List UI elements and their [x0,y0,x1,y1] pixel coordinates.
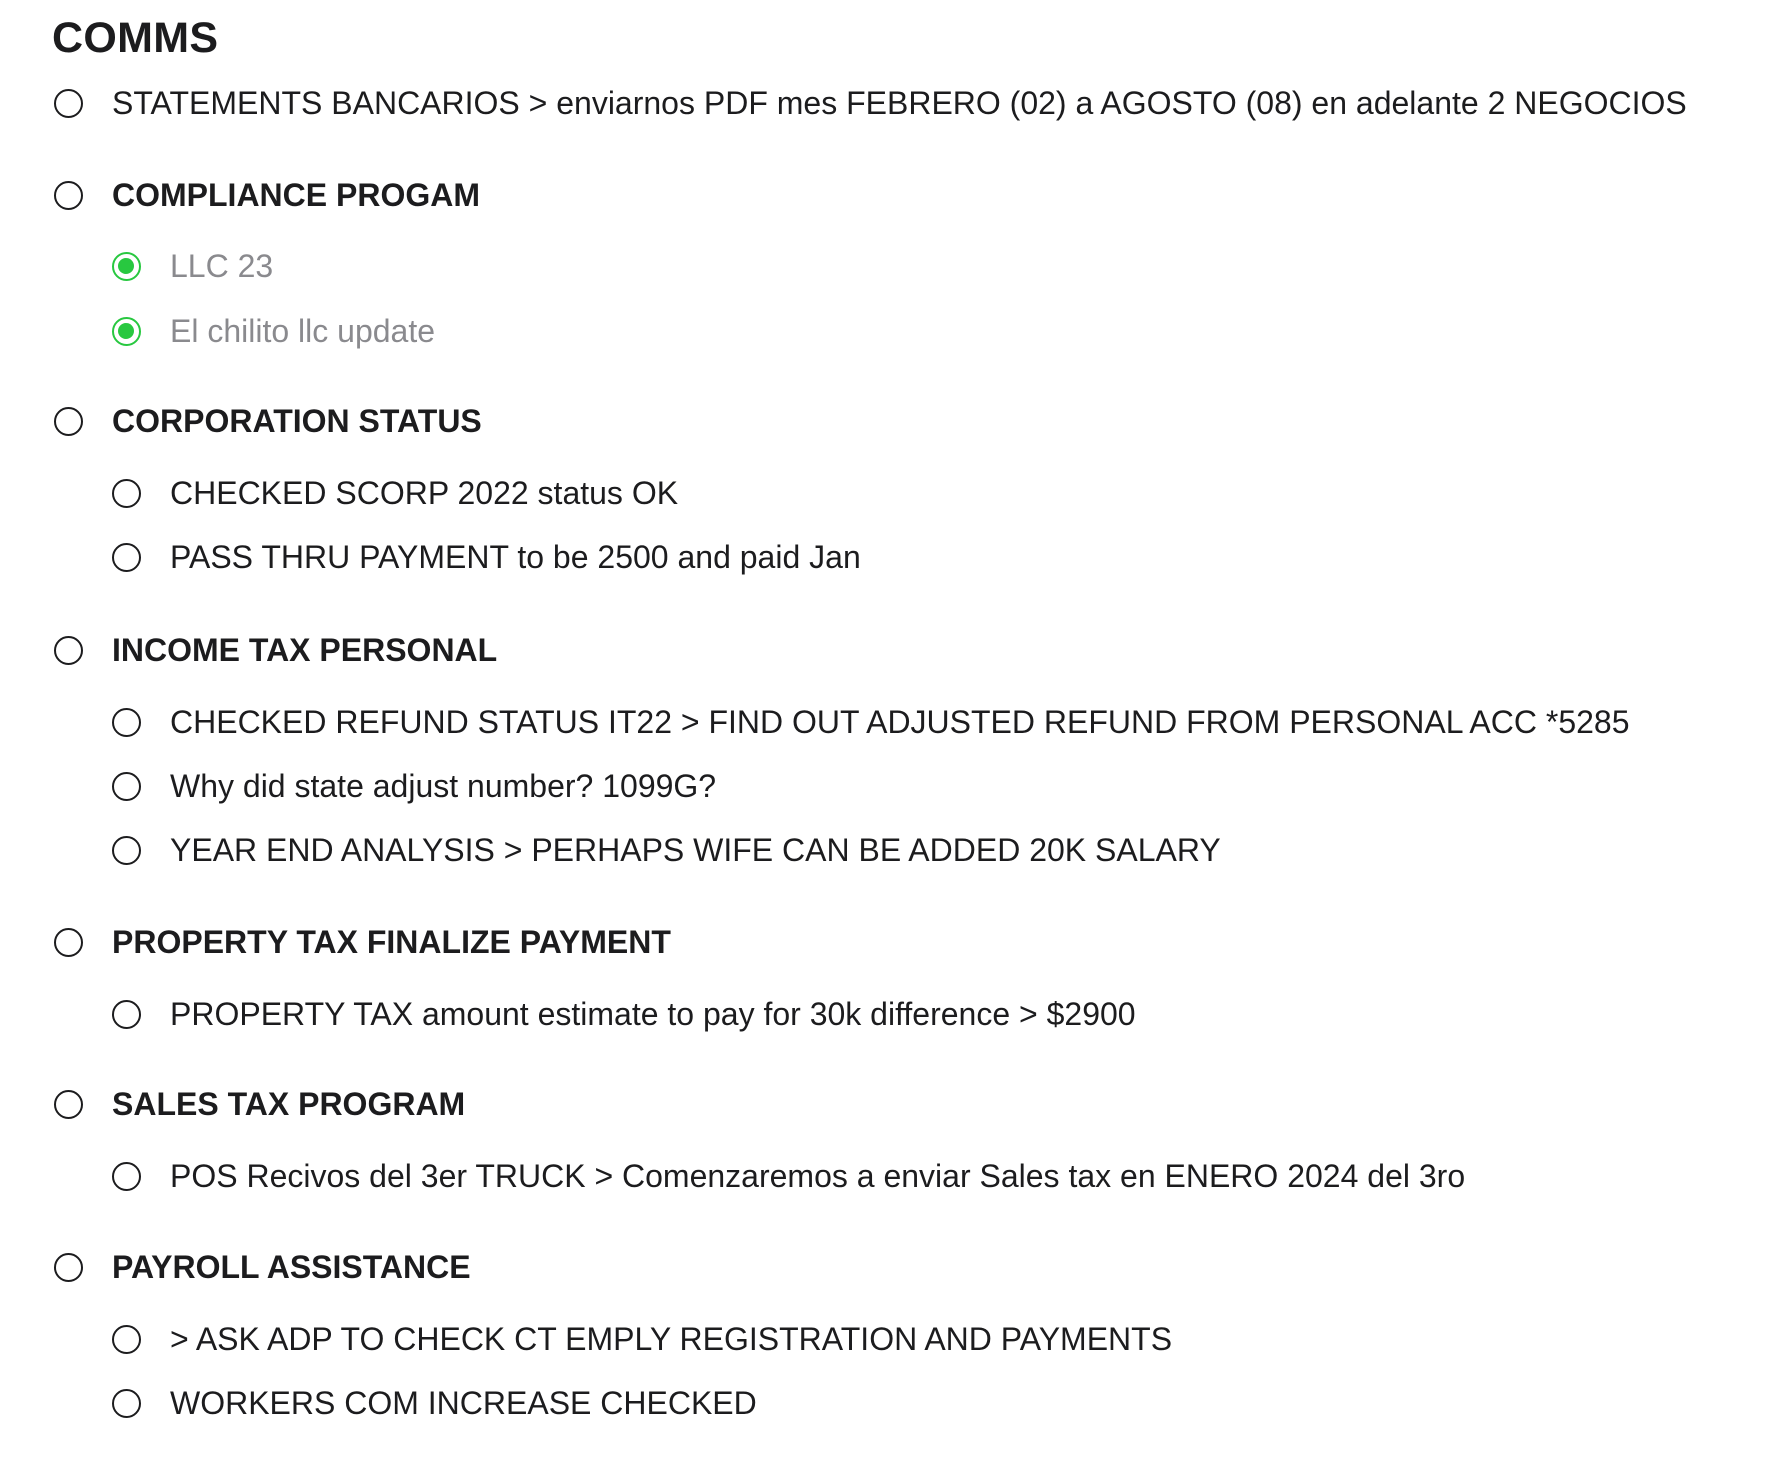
unchecked-circle-checkbox[interactable] [112,479,141,508]
unchecked-circle-checkbox[interactable] [112,1000,141,1029]
unchecked-circle-checkbox[interactable] [54,1253,83,1282]
unchecked-circle-checkbox[interactable] [112,708,141,737]
todo-item-text: PROPERTY TAX FINALIZE PAYMENT [112,923,671,960]
section-heading-item[interactable] [0,922,671,962]
todo-item-text: COMPLIANCE PROGAM [112,176,480,213]
section-heading-item[interactable] [0,175,480,215]
todo-item[interactable] [0,83,1687,123]
todo-item-text: CORPORATION STATUS [112,402,482,439]
unchecked-circle-checkbox[interactable] [112,772,141,801]
todo-item[interactable] [0,1383,757,1423]
unchecked-circle-checkbox[interactable] [112,1162,141,1191]
todo-item-text: PROPERTY TAX amount estimate to pay for 30k difference > $2900 [170,995,1136,1032]
todo-item[interactable] [0,994,1136,1034]
todo-item[interactable] [0,311,435,351]
todo-item-text: POS Recivos del 3er TRUCK > Comenzaremos a enviar Sales tax en ENERO 2024 del 3ro [170,1157,1466,1194]
todo-item-text: STATEMENTS BANCARIOS > enviarnos PDF mes FEBRERO (02) a AGOSTO (08) en adelante 2 NEGOCIOS [112,84,1687,121]
todo-item-text: SALES TAX PROGRAM [112,1085,466,1122]
unchecked-circle-checkbox[interactable] [112,543,141,572]
unchecked-circle-checkbox[interactable] [112,836,141,865]
unchecked-circle-checkbox[interactable] [54,407,83,436]
todo-item-text: Why did state adjust number? 1099G? [170,767,717,804]
todo-item-text: LLC 23 [170,247,274,284]
unchecked-circle-checkbox[interactable] [54,928,83,957]
todo-item[interactable] [0,246,273,286]
unchecked-circle-checkbox[interactable] [112,1325,141,1354]
todo-item-text: El chilito llc update [170,312,436,349]
todo-item[interactable] [0,702,1630,742]
section-heading-item[interactable] [0,630,497,670]
unchecked-circle-checkbox[interactable] [54,181,83,210]
todo-item-text: PAYROLL ASSISTANCE [112,1248,471,1285]
checked-circle-checkbox[interactable] [112,252,141,281]
todo-item-text: > ASK ADP TO CHECK CT EMPLY REGISTRATION AND PAYMENTS [170,1320,1173,1357]
todo-item-text: WORKERS COM INCREASE CHECKED [170,1384,757,1421]
todo-item[interactable] [0,537,861,577]
unchecked-circle-checkbox[interactable] [54,1090,83,1119]
section-heading-item[interactable] [0,1084,465,1124]
unchecked-circle-checkbox[interactable] [54,89,83,118]
section-heading-item[interactable] [0,1247,471,1287]
todo-item-text: PASS THRU PAYMENT to be 2500 and paid Jan [170,538,861,575]
section-heading-item[interactable] [0,401,482,441]
todo-item[interactable] [0,830,1221,870]
todo-item[interactable] [0,766,716,806]
todo-item-text: CHECKED REFUND STATUS IT22 > FIND OUT ADJUSTED REFUND FROM PERSONAL ACC *5285 [170,703,1630,740]
unchecked-circle-checkbox[interactable] [112,1389,141,1418]
todo-item-text: INCOME TAX PERSONAL [112,631,498,668]
unchecked-circle-checkbox[interactable] [54,636,83,665]
todo-item[interactable] [0,473,678,513]
todo-item[interactable] [0,1319,1172,1359]
checked-circle-checkbox[interactable] [112,317,141,346]
todo-item-text: CHECKED SCORP 2022 status OK [170,474,679,511]
page-title: COMMS [52,14,219,62]
todo-item[interactable] [0,1156,1465,1196]
todo-item-text: YEAR END ANALYSIS > PERHAPS WIFE CAN BE ADDED 20K SALARY [170,831,1221,868]
